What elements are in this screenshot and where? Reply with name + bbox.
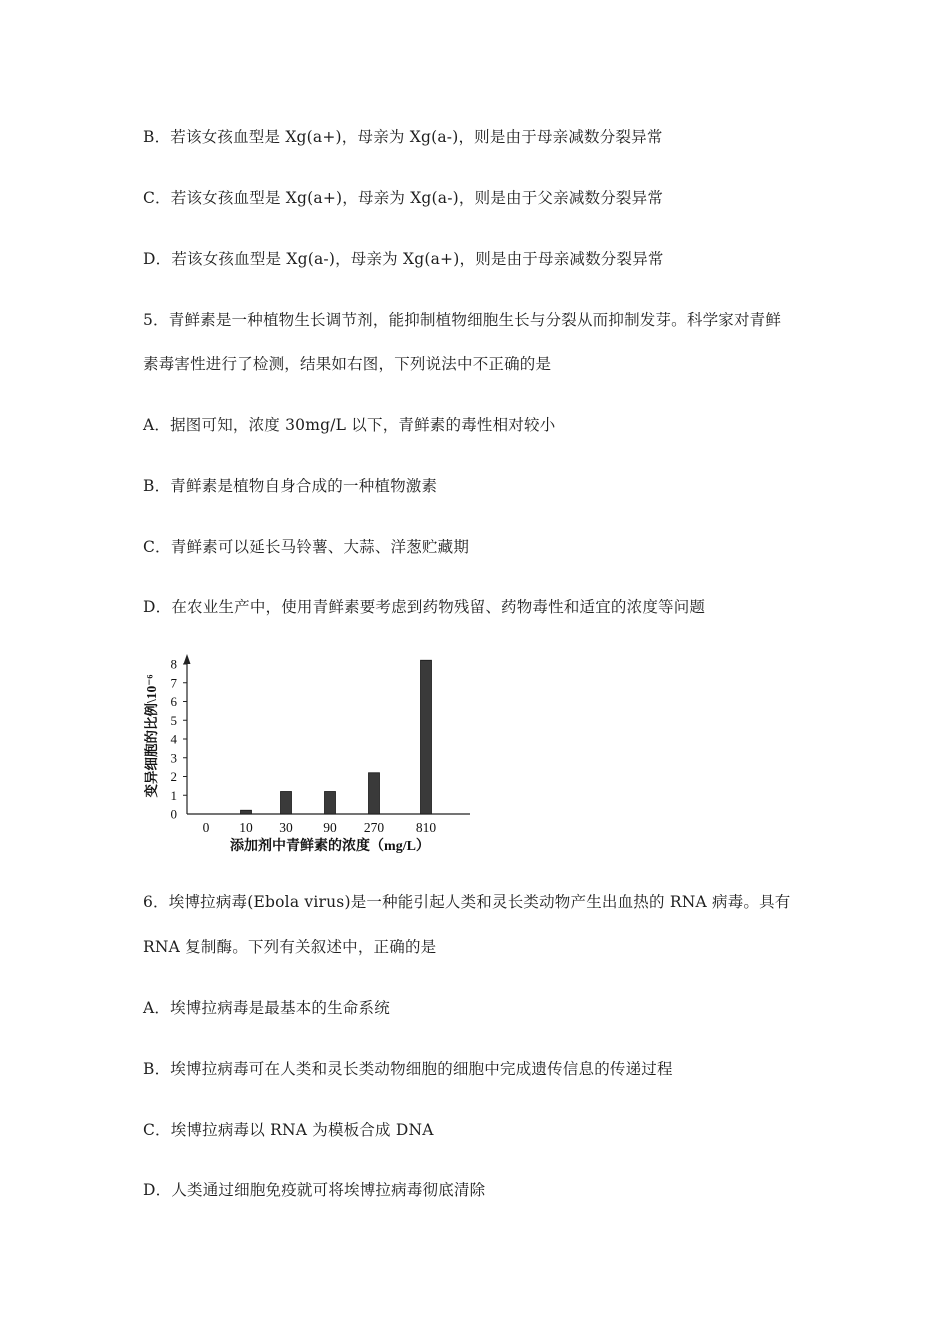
question-6-stem-line-1: 6．埃博拉病毒(Ebola virus)是一种能引起人类和灵长类动物产生出血热的 RNA 病毒。具有 bbox=[143, 893, 791, 911]
question-5-stem-line-1: 5．青鲜素是一种植物生长调节剂，能抑制植物细胞生长与分裂从而抑制发芽。科学家对青鲜 bbox=[143, 311, 782, 329]
x-tick-label: 90 bbox=[323, 820, 337, 835]
option-6c: C．埃博拉病毒以 RNA 为模板合成 DNA bbox=[143, 1121, 434, 1139]
y-axis-arrow bbox=[184, 654, 191, 664]
y-tick-label: 7 bbox=[170, 675, 177, 691]
y-axis-label: 变异细胞的比例\10⁻⁶ bbox=[144, 674, 159, 798]
bar-10 bbox=[241, 810, 252, 814]
bar-810 bbox=[421, 660, 432, 814]
bar-30 bbox=[281, 792, 292, 815]
option-6d: D．人类通过细胞免疫就可将埃博拉病毒彻底清除 bbox=[143, 1181, 486, 1199]
bar-chart bbox=[140, 650, 480, 860]
y-tick-label: 3 bbox=[170, 750, 177, 766]
option-6a: A．埃博拉病毒是最基本的生命系统 bbox=[143, 999, 390, 1017]
x-tick-label: 30 bbox=[279, 820, 293, 835]
x-axis-label: 添加剂中青鲜素的浓度（mg/L） bbox=[230, 839, 430, 854]
y-tick-label: 1 bbox=[170, 787, 177, 803]
option-5a: A．据图可知，浓度 30mg/L 以下，青鲜素的毒性相对较小 bbox=[143, 416, 556, 434]
bar-270 bbox=[369, 773, 380, 814]
option-4b: B．若该女孩血型是 Xg(a+)，母亲为 Xg(a-)，则是由于母亲减数分裂异常 bbox=[143, 128, 663, 146]
y-tick-label: 6 bbox=[170, 694, 177, 709]
option-5b: B．青鲜素是植物自身合成的一种植物激素 bbox=[143, 477, 438, 495]
option-6b: B．埃博拉病毒可在人类和灵长类动物细胞的细胞中完成遗传信息的传递过程 bbox=[143, 1060, 673, 1078]
bar-90 bbox=[325, 792, 336, 815]
y-tick-label: 2 bbox=[170, 769, 177, 784]
y-tick-label: 5 bbox=[170, 712, 177, 728]
option-4c: C．若该女孩血型是 Xg(a+)，母亲为 Xg(a-)，则是由于父亲减数分裂异常 bbox=[143, 189, 664, 207]
x-tick-label: 10 bbox=[239, 820, 253, 835]
question-5-stem-line-2: 素毒害性进行了检测，结果如右图，下列说法中不正确的是 bbox=[143, 355, 552, 373]
option-5d: D．在农业生产中，使用青鲜素要考虑到药物残留、药物毒性和适宜的浓度等问题 bbox=[143, 598, 706, 616]
x-tick-label: 270 bbox=[363, 820, 385, 835]
x-tick-label: 0 bbox=[202, 820, 210, 835]
question-6-stem-line-2: RNA 复制酶。下列有关叙述中，正确的是 bbox=[143, 938, 437, 956]
y-tick-label: 8 bbox=[170, 656, 177, 672]
y-tick-label: 4 bbox=[170, 731, 177, 747]
y-tick-label: 0 bbox=[170, 806, 177, 822]
option-4d: D．若该女孩血型是 Xg(a-)，母亲为 Xg(a+)，则是由于母亲减数分裂异常 bbox=[143, 250, 664, 268]
x-tick-label: 810 bbox=[415, 820, 437, 835]
option-5c: C．青鲜素可以延长马铃薯、大蒜、洋葱贮藏期 bbox=[143, 538, 470, 556]
